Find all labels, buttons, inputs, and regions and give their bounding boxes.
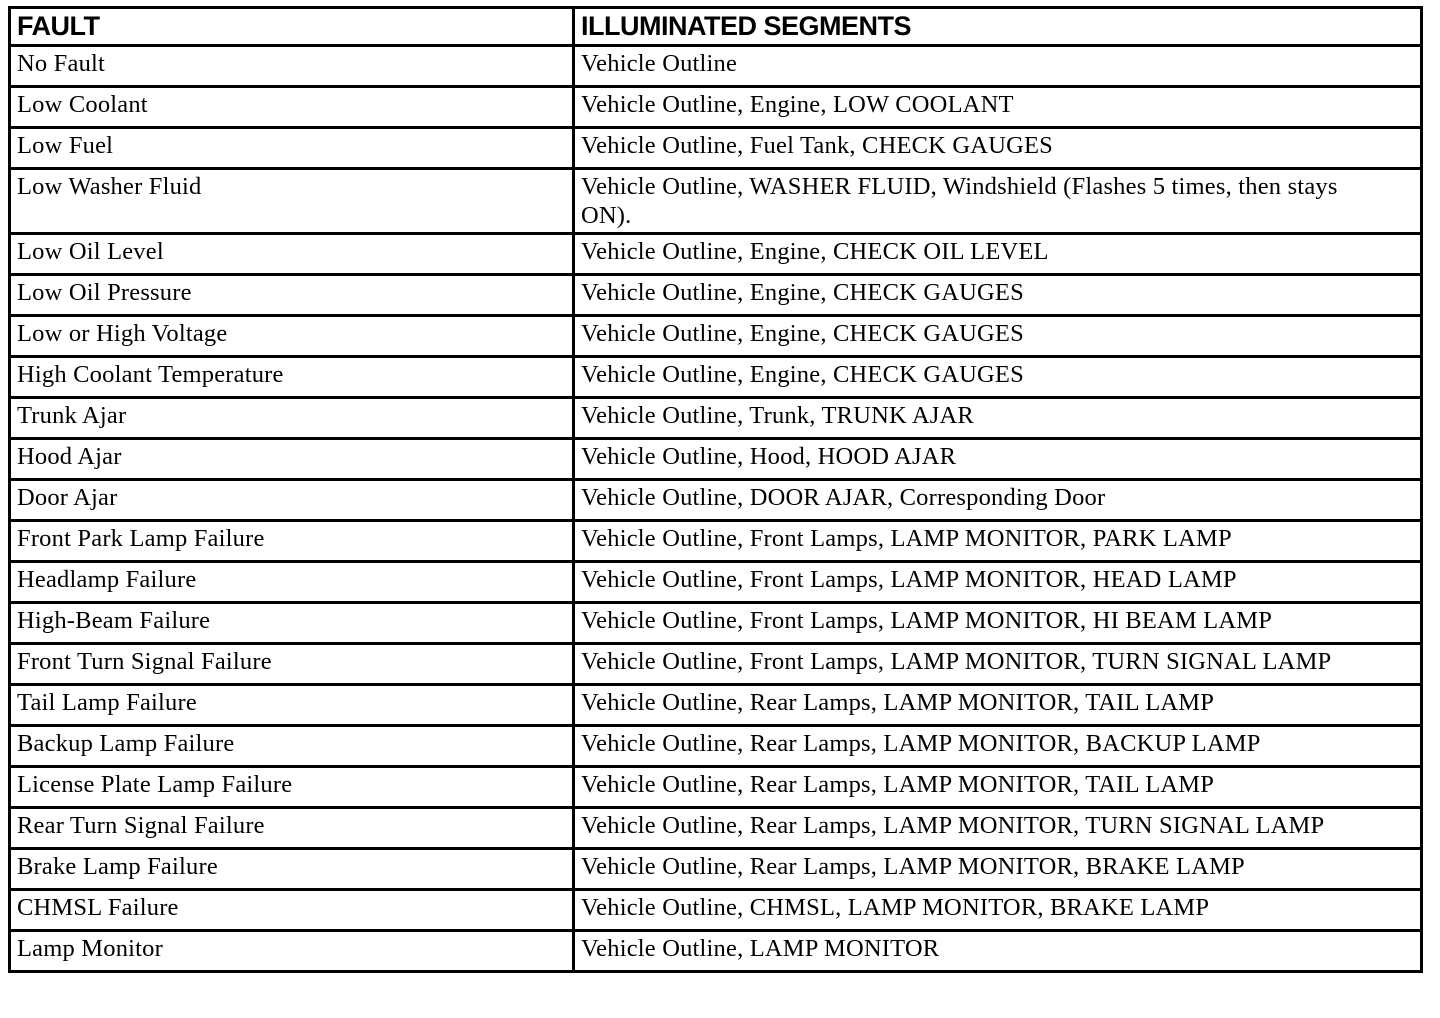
- illuminated-segments-cell: Vehicle Outline: [574, 46, 1422, 87]
- illuminated-segments-cell: Vehicle Outline, Rear Lamps, LAMP MONITOR, BRAKE LAMP: [574, 849, 1422, 890]
- illuminated-segments-cell: Vehicle Outline, Engine, CHECK GAUGES: [574, 275, 1422, 316]
- illuminated-segments-cell: Vehicle Outline, Fuel Tank, CHECK GAUGES: [574, 128, 1422, 169]
- table-row: [10, 357, 1422, 398]
- illuminated-segments-cell: Vehicle Outline, WASHER FLUID, Windshield (Flashes 5 times, then stays ON).: [574, 169, 1422, 234]
- illuminated-segments-cell: Vehicle Outline, Trunk, TRUNK AJAR: [574, 398, 1422, 439]
- illuminated-segments-cell: Vehicle Outline, Rear Lamps, LAMP MONITOR, BACKUP LAMP: [574, 726, 1422, 767]
- table-header: [10, 8, 1422, 46]
- illuminated-segments-cell: Vehicle Outline, Hood, HOOD AJAR: [574, 439, 1422, 480]
- table-row: [10, 87, 1422, 128]
- illuminated-segments-cell: Vehicle Outline, DOOR AJAR, Corresponding Door: [574, 480, 1422, 521]
- fault-cell: High-Beam Failure: [10, 603, 574, 644]
- fault-cell: Low or High Voltage: [10, 316, 574, 357]
- illuminated-segments-cell: Vehicle Outline, Front Lamps, LAMP MONITOR, HI BEAM LAMP: [574, 603, 1422, 644]
- table-row: [10, 562, 1422, 603]
- table-row: [10, 521, 1422, 562]
- table-row: [10, 316, 1422, 357]
- fault-cell: Tail Lamp Failure: [10, 685, 574, 726]
- fault-cell: Front Turn Signal Failure: [10, 644, 574, 685]
- illuminated-segments-cell: Vehicle Outline, CHMSL, LAMP MONITOR, BRAKE LAMP: [574, 890, 1422, 931]
- table-row: [10, 439, 1422, 480]
- table-row: [10, 890, 1422, 931]
- fault-cell: Lamp Monitor: [10, 931, 574, 972]
- illuminated-segments-cell: Vehicle Outline, LAMP MONITOR: [574, 931, 1422, 972]
- table-row: [10, 46, 1422, 87]
- table-row: [10, 726, 1422, 767]
- table-row: [10, 767, 1422, 808]
- fault-cell: Front Park Lamp Failure: [10, 521, 574, 562]
- fault-cell: License Plate Lamp Failure: [10, 767, 574, 808]
- illuminated-segments-cell: Vehicle Outline, Rear Lamps, LAMP MONITOR, TAIL LAMP: [574, 767, 1422, 808]
- illuminated-segments-cell: Vehicle Outline, Engine, LOW COOLANT: [574, 87, 1422, 128]
- illuminated-segments-cell: Vehicle Outline, Engine, CHECK GAUGES: [574, 357, 1422, 398]
- table-row: [10, 808, 1422, 849]
- fault-cell: Door Ajar: [10, 480, 574, 521]
- table-row: [10, 128, 1422, 169]
- table-row: [10, 685, 1422, 726]
- fault-cell: Hood Ajar: [10, 439, 574, 480]
- illuminated-segments-cell: Vehicle Outline, Engine, CHECK GAUGES: [574, 316, 1422, 357]
- table-row: [10, 169, 1422, 234]
- illuminated-segments-cell: Vehicle Outline, Rear Lamps, LAMP MONITOR, TAIL LAMP: [574, 685, 1422, 726]
- fault-cell: Backup Lamp Failure: [10, 726, 574, 767]
- fault-column-header: FAULT: [10, 8, 574, 46]
- illuminated-segments-cell: Vehicle Outline, Rear Lamps, LAMP MONITOR, TURN SIGNAL LAMP: [574, 808, 1422, 849]
- table-row: [10, 480, 1422, 521]
- table-row: [10, 234, 1422, 275]
- table-row: [10, 849, 1422, 890]
- table-row: [10, 398, 1422, 439]
- fault-cell: Low Oil Pressure: [10, 275, 574, 316]
- fault-cell: Low Oil Level: [10, 234, 574, 275]
- illuminated-segments-cell: Vehicle Outline, Engine, CHECK OIL LEVEL: [574, 234, 1422, 275]
- table-row: [10, 931, 1422, 972]
- segments-column-header: ILLUMINATED SEGMENTS: [574, 8, 1422, 46]
- fault-cell: Brake Lamp Failure: [10, 849, 574, 890]
- fault-cell: CHMSL Failure: [10, 890, 574, 931]
- illuminated-segments-cell: Vehicle Outline, Front Lamps, LAMP MONITOR, PARK LAMP: [574, 521, 1422, 562]
- table-row: [10, 644, 1422, 685]
- table-row: [10, 275, 1422, 316]
- fault-segments-table: [8, 6, 1423, 973]
- fault-cell: Rear Turn Signal Failure: [10, 808, 574, 849]
- table-body: [10, 46, 1422, 972]
- fault-cell: Headlamp Failure: [10, 562, 574, 603]
- table-row: [10, 603, 1422, 644]
- fault-cell: Low Washer Fluid: [10, 169, 574, 234]
- fault-cell: Low Fuel: [10, 128, 574, 169]
- fault-cell: No Fault: [10, 46, 574, 87]
- fault-cell: Trunk Ajar: [10, 398, 574, 439]
- illuminated-segments-cell: Vehicle Outline, Front Lamps, LAMP MONITOR, HEAD LAMP: [574, 562, 1422, 603]
- fault-cell: Low Coolant: [10, 87, 574, 128]
- fault-cell: High Coolant Temperature: [10, 357, 574, 398]
- illuminated-segments-cell: Vehicle Outline, Front Lamps, LAMP MONITOR, TURN SIGNAL LAMP: [574, 644, 1422, 685]
- header-row: [10, 8, 1422, 46]
